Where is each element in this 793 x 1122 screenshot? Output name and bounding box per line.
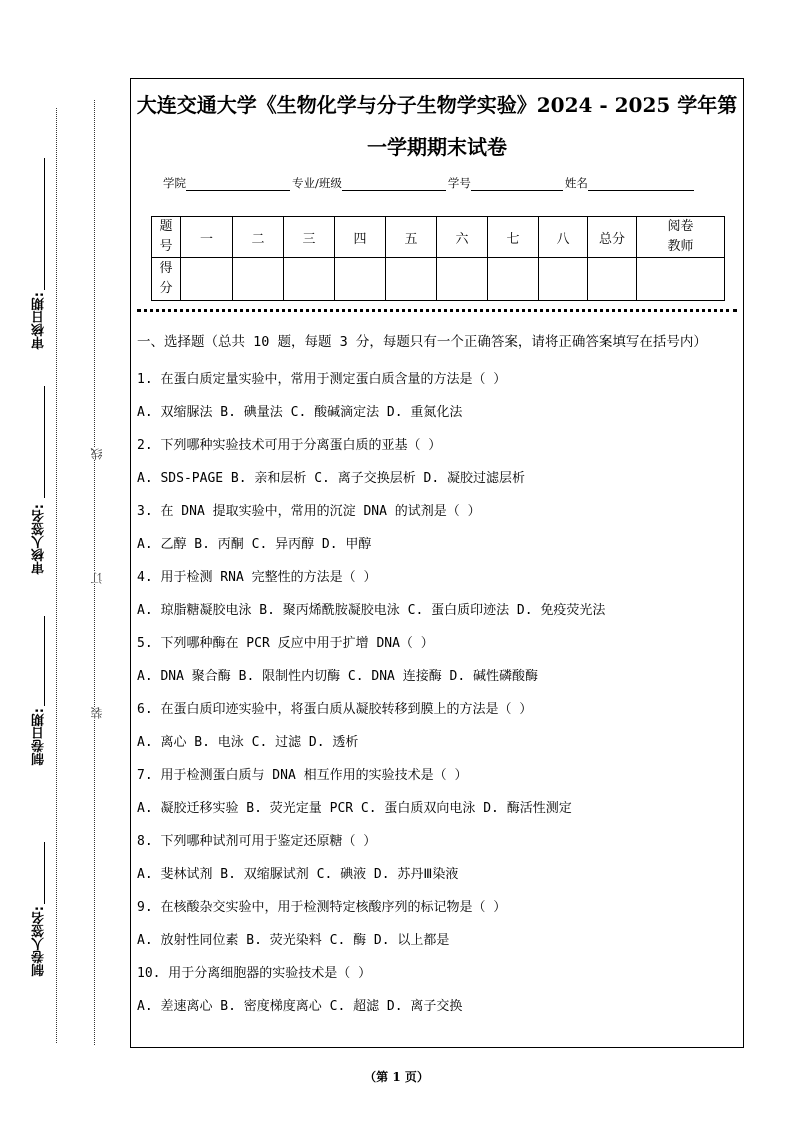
score-label: 得 分 (152, 258, 181, 301)
options-6: A. 离心 B. 电泳 C. 过滤 D. 透析 (137, 735, 359, 750)
col-8: 八 (539, 217, 588, 258)
prepare-date-label: 制卷日期: (32, 708, 47, 766)
score-cell-6[interactable] (437, 258, 488, 301)
col-total: 总分 (588, 217, 637, 258)
score-table-score-row (152, 258, 725, 301)
name-label: 姓名 (564, 176, 588, 190)
score-cell-5[interactable] (386, 258, 437, 301)
col-7: 七 (488, 217, 539, 258)
options-7: A. 凝胶迁移实验 B. 荧光定量 PCR C. 蛋白质双向电泳 D. 酶活性测定 (137, 801, 572, 816)
college-field[interactable] (186, 176, 290, 191)
exam-title-line2: 一学期期末试卷 (367, 135, 507, 159)
options-4: A. 琼脂糖凝胶电泳 B. 聚丙烯酰胺凝胶电泳 C. 蛋白质印迹法 D. 免疫荧光法 (137, 603, 606, 618)
review-date-line (44, 158, 45, 290)
options-8: A. 斐林试剂 B. 双缩脲试剂 C. 碘液 D. 苏丹Ⅲ染液 (137, 867, 459, 882)
preparer-signature-label: 制卷人签名: (32, 906, 47, 977)
prepare-date-line (44, 616, 45, 706)
preparer-signature-line (44, 842, 45, 904)
binding-outer-dotted-line (56, 108, 57, 1043)
options-1: A. 双缩脲法 B. 碘量法 C. 酸碱滴定法 D. 重氮化法 (137, 405, 463, 420)
student-info-row (163, 175, 696, 191)
score-cell-3[interactable] (284, 258, 335, 301)
options-10: A. 差速离心 B. 密度梯度离心 C. 超滤 D. 离子交换 (137, 999, 463, 1014)
question-5: 5. 下列哪种酶在 PCR 反应中用于扩增 DNA（ ） (137, 636, 434, 651)
review-date-label: 审核日期: (32, 292, 47, 350)
score-cell-8[interactable] (539, 258, 588, 301)
col-5: 五 (386, 217, 437, 258)
page-number: （第 1 页） (364, 1070, 429, 1084)
question-3: 3. 在 DNA 提取实验中，常用的沉淀 DNA 的试剂是（ ） (137, 504, 481, 519)
col-6: 六 (437, 217, 488, 258)
score-table-header-row (152, 217, 725, 258)
question-7: 7. 用于检测蛋白质与 DNA 相互作用的实验技术是（ ） (137, 768, 468, 783)
section-1-heading: 一、选择题（总共 10 题，每题 3 分，每题只有一个正确答案，请将正确答案填写在括号内） (137, 334, 707, 350)
major-label: 专业/班级 (292, 176, 342, 190)
question-4: 4. 用于检测 RNA 完整性的方法是（ ） (137, 570, 377, 585)
score-cell-7[interactable] (488, 258, 539, 301)
col-2: 二 (233, 217, 284, 258)
binding-char-zhuang: 装 (90, 707, 104, 719)
reviewer-signature-line (44, 386, 45, 498)
reviewer-signature-label: 审核人签名: (32, 504, 47, 575)
score-cell-total[interactable] (588, 258, 637, 301)
major-class-field[interactable] (342, 176, 446, 191)
binding-char-ding: 订 (90, 572, 104, 584)
options-2: A. SDS-PAGE B. 亲和层析 C. 离子交换层析 D. 凝胶过滤层析 (137, 471, 526, 486)
options-5: A. DNA 聚合酶 B. 限制性内切酶 C. DNA 连接酶 D. 碱性磷酸酶 (137, 669, 539, 684)
question-9: 9. 在核酸杂交实验中，用于检测特定核酸序列的标记物是（ ） (137, 900, 507, 915)
question-6: 6. 在蛋白质印迹实验中，将蛋白质从凝胶转移到膜上的方法是（ ） (137, 702, 533, 717)
question-2: 2. 下列哪种实验技术可用于分离蛋白质的亚基（ ） (137, 438, 442, 453)
score-cell-2[interactable] (233, 258, 284, 301)
score-cell-1[interactable] (181, 258, 233, 301)
exam-frame (130, 78, 744, 1048)
score-table (151, 216, 725, 301)
score-cell-4[interactable] (335, 258, 386, 301)
col-4: 四 (335, 217, 386, 258)
col-1: 一 (181, 217, 233, 258)
question-number-label: 题 号 (152, 217, 181, 258)
exam-title-line1: 大连交通大学《生物化学与分子生物学实验》2024 - 2025 学年第 (136, 93, 738, 117)
grader-cell[interactable] (637, 258, 725, 301)
col-3: 三 (284, 217, 335, 258)
name-field[interactable] (588, 176, 694, 191)
question-10: 10. 用于分离细胞器的实验技术是（ ） (137, 966, 372, 981)
options-9: A. 放射性同位素 B. 荧光染料 C. 酶 D. 以上都是 (137, 933, 450, 948)
college-label: 学院 (163, 176, 186, 190)
dotted-separator (137, 309, 737, 312)
options-3: A. 乙醇 B. 丙酮 C. 异丙醇 D. 甲醇 (137, 537, 372, 552)
binding-char-line: 线 (90, 448, 104, 460)
grader-label: 阅卷 教师 (637, 217, 725, 258)
student-id-field[interactable] (471, 176, 563, 191)
question-1: 1. 在蛋白质定量实验中，常用于测定蛋白质含量的方法是（ ） (137, 372, 507, 387)
student-id-label: 学号 (447, 176, 471, 190)
question-8: 8. 下列哪种试剂可用于鉴定还原糖（ ） (137, 834, 377, 849)
section-1-content (137, 331, 737, 1023)
